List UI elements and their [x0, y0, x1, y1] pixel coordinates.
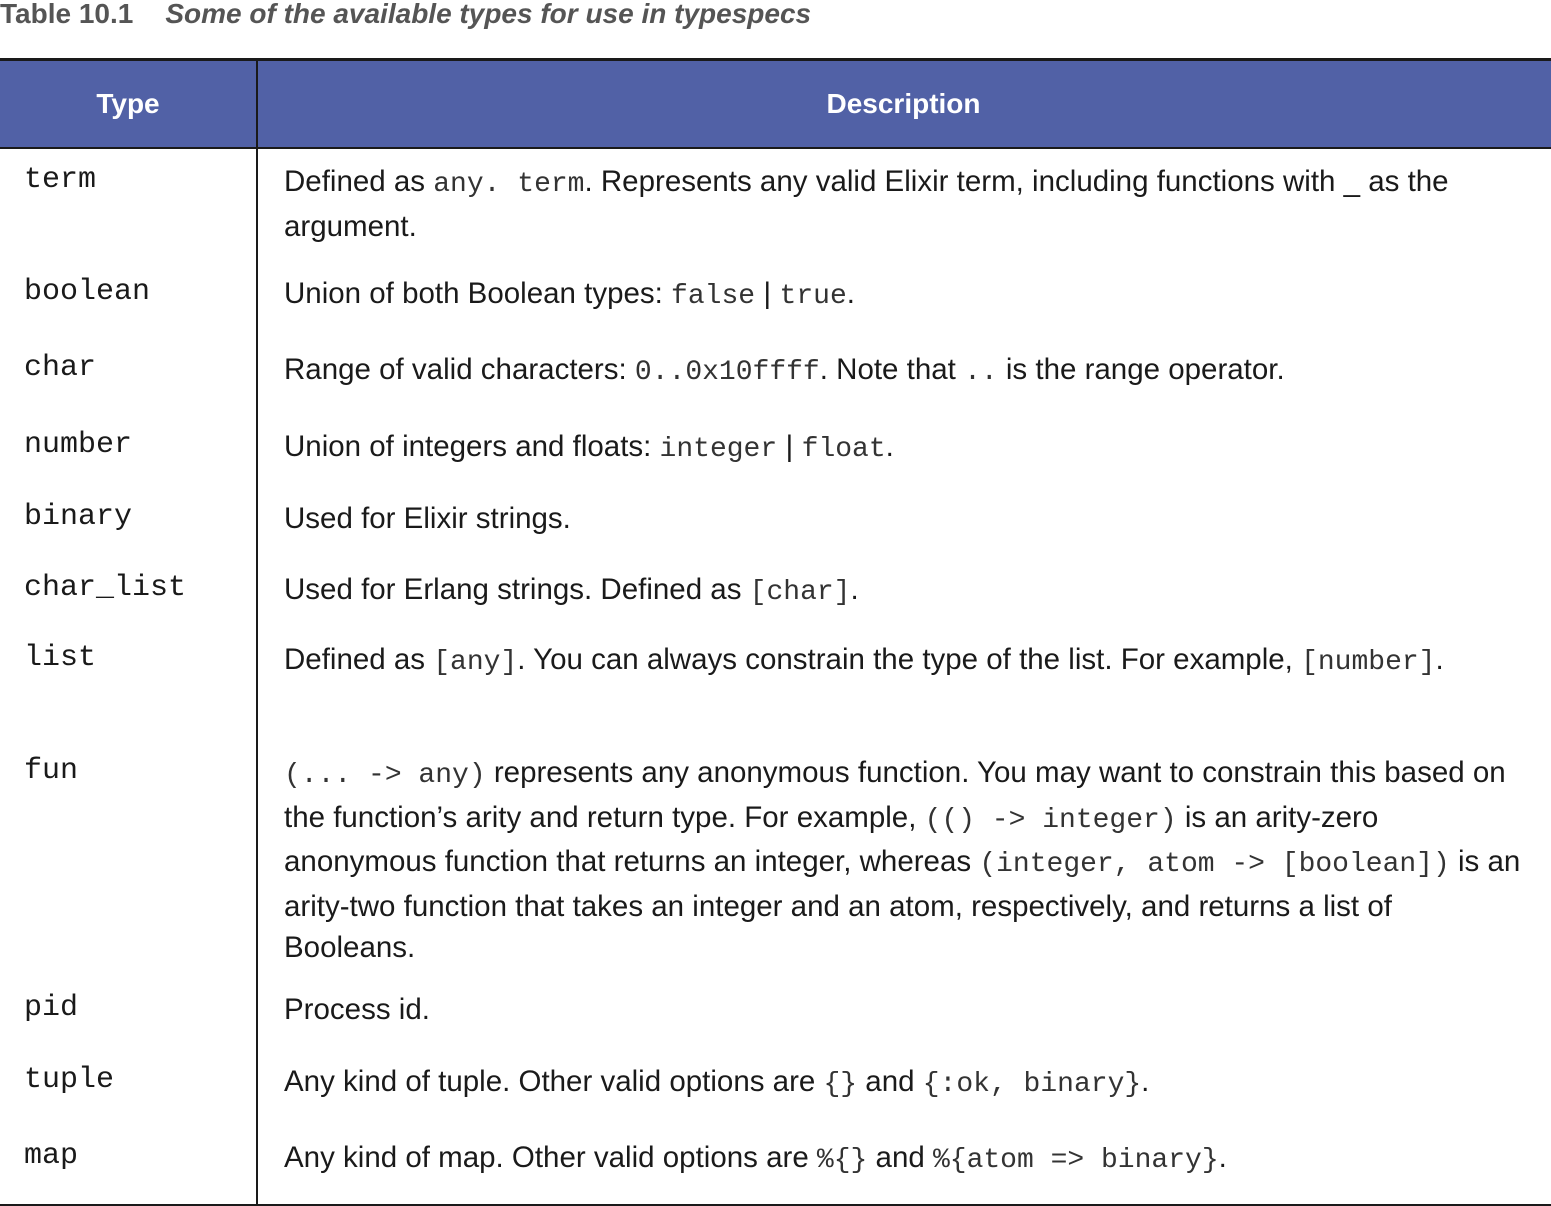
table-number: Table 10.1	[0, 0, 134, 29]
header-description: Description	[826, 88, 981, 119]
type-cell: fun	[0, 740, 258, 977]
type-cell: boolean	[0, 261, 258, 337]
table-title: Some of the available types for use in typespecs	[165, 0, 812, 29]
table-row	[0, 261, 1551, 337]
description-cell: Used for Erlang strings. Defined as [char].	[284, 573, 859, 608]
table-row	[0, 486, 1551, 557]
description-cell: Defined as [any]. You can always constrain the type of the list. For example, [number].	[284, 643, 1444, 678]
description-cell: Union of both Boolean types: false | true.	[284, 277, 855, 312]
description-cell: Union of integers and floats: integer | float.	[284, 430, 894, 465]
type-cell: pid	[0, 977, 258, 1049]
table-row	[0, 557, 1551, 627]
description-cell: Range of valid characters: 0..0x10ffff. Note that .. is the range operator.	[284, 353, 1285, 388]
type-cell: binary	[0, 486, 258, 557]
table-row	[0, 1049, 1551, 1125]
type-cell: term	[0, 149, 258, 261]
type-cell: char	[0, 337, 258, 414]
description-cell: Any kind of map. Other valid options are %{} and %{atom => binary}.	[284, 1141, 1227, 1176]
description-cell: Any kind of tuple. Other valid options are {} and {:ok, binary}.	[284, 1065, 1150, 1100]
type-cell: tuple	[0, 1049, 258, 1125]
description-cell: Used for Elixir strings.	[284, 502, 571, 535]
type-cell: map	[0, 1125, 258, 1204]
table-row	[0, 627, 1551, 740]
table-header	[0, 61, 1551, 149]
table-body	[0, 149, 1551, 1204]
description-cell: Process id.	[284, 993, 430, 1026]
table-row	[0, 977, 1551, 1049]
table-caption	[0, 0, 811, 34]
table-row	[0, 1125, 1551, 1204]
types-table	[0, 58, 1551, 1206]
type-cell: number	[0, 414, 258, 486]
table-row	[0, 414, 1551, 486]
description-cell: (... -> any) represents any anonymous function. You may want to constrain this based on the function’s arity and return type. For example, (() -> integer) is an arity-zero anonymous function that returns an integer, whereas (integer, atom -> [boolean]) is an arity-two function that takes an integer and an atom, respectively, and returns a list of Booleans.	[284, 756, 1521, 964]
table-row	[0, 149, 1551, 261]
type-cell: list	[0, 627, 258, 740]
table-row	[0, 337, 1551, 414]
description-cell: Defined as any. term. Represents any valid Elixir term, including functions with _ as the argument.	[284, 165, 1449, 243]
header-type: Type	[0, 61, 258, 147]
table-row	[0, 740, 1551, 977]
type-cell: char_list	[0, 557, 258, 627]
